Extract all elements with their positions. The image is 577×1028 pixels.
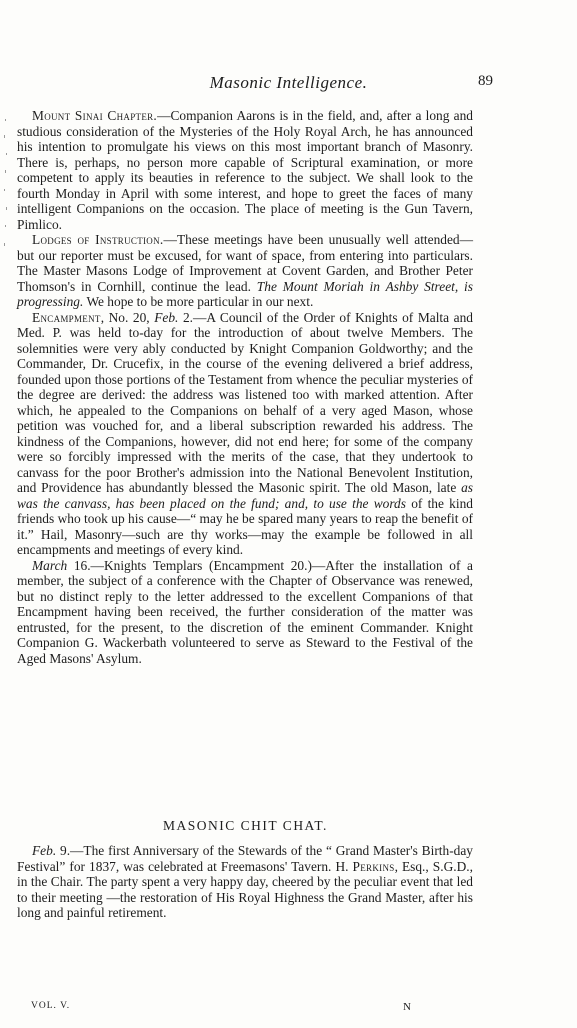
page-number: 89	[478, 73, 493, 89]
text-march: 16.—Knights Templars (Encampment 20.)—After the installation of a member, the subject of a conference with the Chapter of Observance was renewed, but no distinct reply to the letter addressed to the excellent Companions of that Encampment having been received, the further consideration of the matter was entrusted, for the present, to the discretion of the eminent Commander. Knight Companion G. Wackerbath volunteered to serve as Steward to the Festival of the Aged Masons' Asylum.	[17, 557, 473, 666]
text-chit-chat-1: 9.—The first Anniversary of the Stewards of the “ Grand Master's Birth-day Festival” for 1837, was celebrated at Freemasons' Tavern. H.	[17, 843, 473, 874]
encampment-date-number: 2.	[178, 309, 194, 325]
intelligence-body	[17, 108, 473, 666]
signature-mark: N	[403, 1001, 412, 1013]
text-encampment-italic: as was the canvass, has been placed on the fund; and, to use the words	[17, 480, 473, 511]
encampment-number: , No. 20,	[100, 309, 155, 325]
paragraph-encampment	[17, 310, 473, 558]
chit-chat-name: Perkins	[352, 858, 395, 874]
running-title: Masonic Intelligence.	[209, 73, 368, 92]
paragraph-lodges	[17, 232, 473, 310]
text-encampment-1: —A Council of the Order of Knights of Malta and Med. P. was held to-day for the introduction of about twelve Members. The solemnities were very ably conducted by Knight Companion Goldworthy; and the Commander, Dr. Crucefix, in the course of the evening delivered a brief address, founded upon those portions of the Testament from whence the peculiar mysteries of the degree are derived: the address was listened too with marked attention. After which, he appealed to the Companions on behalf of a very aged Mason, whose petition was vouched for, and a liberal subscription rewarded his address. The kindness of the Companions, however, did not end here; for some of the company were so forcibly impressed with the merits of the case, that they undertook to canvass for the poor Brother's admission into the National Benevolent Institution, and Providence has abundantly blessed the Masonic spirit. The old Mason, late	[17, 309, 473, 495]
margin-specks	[2, 115, 10, 255]
text-mount-sinai: —Companion Aarons is in the field, and, after a long and studious consideration of the Mysteries of the Holy Royal Arch, he has announced his intention to promulgate his views on this most important branch of Masonry. There is, perhaps, no person more capable of Scriptural examination, or more competent to apply its beauties in reference to the subject. We shall look to the fourth Monday in April with some interest, and hope to greet the faces of many intelligent Companions on the occasion. The place of meeting is the Gun Tavern, Pimlico.	[17, 108, 473, 232]
chit-chat-body	[17, 843, 473, 921]
paragraph-march	[17, 558, 473, 667]
text-lodges-italic: The Mount Moriah in Ashby Street, is progressing.	[17, 278, 473, 309]
lead-mount-sinai: Mount Sinai Chapter.	[32, 108, 158, 123]
text-chit-chat-2: , Esq., S.G.D., in the Chair. The party spent a very happy day, cheered by the peculiar event that led to their meeting —the restoration of His Royal Highness the Grand Master, after his long and painful retirement.	[17, 858, 473, 920]
text-lodges-2: We hope to be more particular in our next.	[83, 294, 314, 309]
lead-encampment: Encampment	[32, 309, 101, 325]
volume-label: VOL. V.	[31, 1001, 71, 1011]
paragraph-mount-sinai	[17, 108, 473, 232]
text-encampment-2: of the kind friends who took up his cause—“ may he be spared many years to reap the benefit of it.” Hail, Masonry—such are thy works—may the example be followed in all encampments and meetings of every kind.	[17, 495, 473, 557]
section-title-chit-chat: MASONIC CHIT CHAT.	[163, 818, 328, 833]
lead-lodges: Lodges of Instruction.	[32, 232, 164, 247]
march-date: March	[32, 557, 68, 573]
paragraph-chit-chat	[17, 843, 473, 921]
chit-chat-date: Feb.	[32, 843, 57, 858]
page-header	[0, 73, 577, 97]
text-lodges-1: —These meetings have been unusually well attended—but our reporter must be excused, for want of space, from entering into particulars. The Master Masons Lodge of Improvement at Covent Garden, and Brother Peter Thomson's in Cornhill, continue the lead.	[17, 232, 473, 294]
page-footer	[31, 1001, 431, 1011]
encampment-date: Feb.	[154, 309, 179, 325]
